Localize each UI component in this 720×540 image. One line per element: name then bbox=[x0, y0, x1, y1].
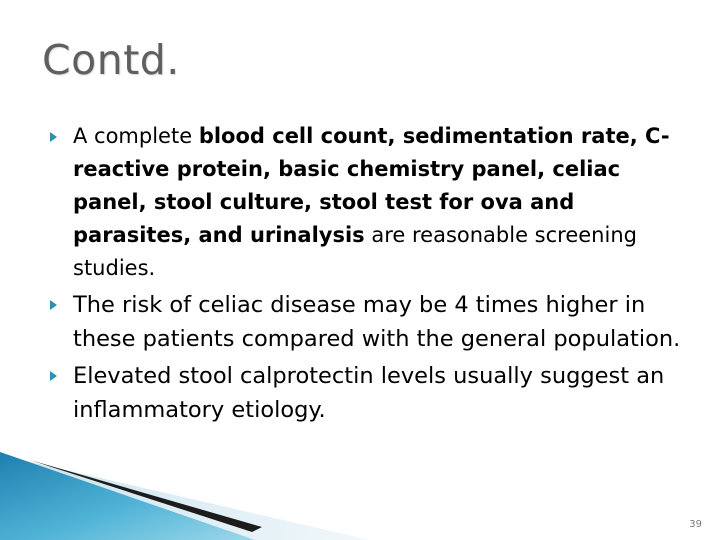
bullet-text: The risk of celiac disease may be 4 times higher in these patients compared with the general population. bbox=[73, 292, 681, 352]
bullet-text-outro: are reasonable screening studies. bbox=[73, 223, 637, 280]
bullet-text: Elevated stool calprotectin levels usually suggest an inflammatory etiology. bbox=[73, 363, 665, 423]
page-number: 39 bbox=[689, 519, 702, 530]
bullet-text-tests: blood cell count, sedimentation rate, C-reactive protein, basic chemistry panel, celiac panel, stool culture, stool test for ova and parasites, and urinalysis bbox=[73, 124, 670, 247]
slide-title: Contd. bbox=[42, 36, 180, 84]
bullet-text-intro: A complete bbox=[73, 124, 199, 148]
